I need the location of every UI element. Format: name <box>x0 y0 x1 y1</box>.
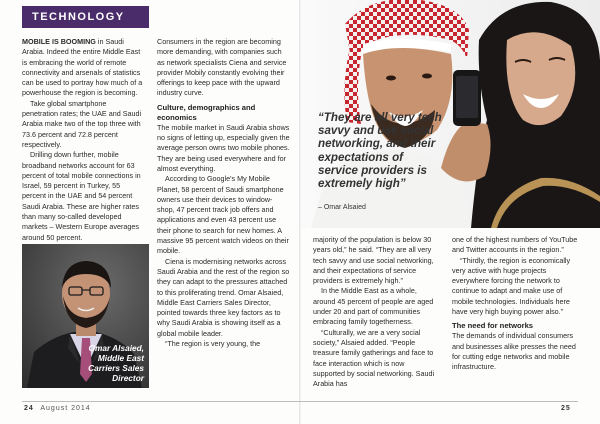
portrait-photo <box>22 244 149 388</box>
article-paragraph: majority of the population is below 30 years old,” he said. “They are all very tech savvy and use social networking, and their expectations of service providers is extremely high.” <box>313 235 434 286</box>
article-column-2 <box>157 37 290 349</box>
article-column-1 <box>22 37 143 243</box>
article-paragraph: Drilling down further, mobile broadband networks account for 63 percent of total mobile connections in Israel, 59 percent in Turkey, 55 percent in the UAE and 54 percent Saudi Arabia. These are higher rates than many so-called developed markets – Western Europe averages around 50 percent. <box>22 150 141 242</box>
issue-date: August 2014 <box>40 405 91 412</box>
article-paragraph: Ciena is modernising networks across Saudi Arabia and the rest of the region so they can adapt to the pressures attached to this proliferating trend. Omar Alsaied, Middle East Carriers Sales Director, pointed towards three key factors as to why Saudi Arabia is showing itself as a global mobile leader. <box>157 256 290 338</box>
article-paragraph: MOBILE IS BOOMING in Saudi Arabia. Indeed the entire Middle East is embracing the world of remote connectivity and arsenals of statistics can be used to portray how much of a powerhouse the region is becoming. <box>22 37 143 98</box>
portrait-caption: Omar Alsaied, Middle East Carriers Sales Director <box>88 343 144 383</box>
article-paragraph: “The region is very young, the <box>165 339 261 349</box>
footer-rule <box>22 401 578 402</box>
article-paragraph: Take global smartphone penetration rates; the UAE and Saudi Arabia make two of the top three with 73.6 percent and 72.8 percent respectively. <box>22 98 142 149</box>
article-paragraph: Consumers in the region are becoming more demanding, with companies such as network specialists Ciena and service provider Mobily constantly evolving their offerings to keep pace with the upward industry curve. <box>157 37 287 98</box>
article-column-3 <box>313 235 438 389</box>
page-number-right: 25 <box>561 405 571 412</box>
lead-in: MOBILE IS BOOMING <box>22 37 96 46</box>
article-paragraph: one of the highest numbers of YouTube and Twitter accounts in the region.” <box>452 235 578 255</box>
subheading: The need for networks <box>452 321 534 331</box>
article-paragraph: According to Google's My Mobile Planet, 58 percent of Saudi smartphone owners use their devices to window-shop, 47 percent track job offers and applications and even 43 percent use their phone to search for new homes. A massive 95 percent watch videos on their mobile. <box>157 174 289 256</box>
folio-left <box>24 405 91 412</box>
article-paragraph: In the Middle East as a whole, around 45 percent of people are aged under 20 and part of communities embracing family togetherness. <box>313 286 434 327</box>
section-tag: TECHNOLOGY <box>22 6 149 28</box>
page-number-left: 24 <box>24 405 34 412</box>
article-paragraph: The demands of individual consumers and businesses alike presses the need for cutting edge networks and mobile infrastructure. <box>452 331 576 372</box>
article-paragraph: “Culturally, we are a very social society,” Alsaied added. “People treasure family gatherings and face to face interaction which is now supported by social networking. Saudi Arabia has <box>313 327 435 389</box>
pull-quote: “They are all very tech savvy and use social networking, and their expectations of service providers is extremely high” <box>318 111 442 191</box>
article-paragraph: The mobile market in Saudi Arabia shows no signs of letting up, especially given the average person owns two mobile phones. They are being used everywhere and for almost everything. <box>157 122 290 173</box>
quote-attribution: – Omar Alsaied <box>318 204 366 211</box>
article-column-4 <box>452 235 580 373</box>
article-paragraph: “Thirdly, the region is economically very active with huge projects everywhere forcing the network to continue to adapt and make use of mobile technologies. Individuals here have very high buying power also.” <box>452 255 571 317</box>
subheading: Culture, demographics and economics <box>157 102 256 122</box>
